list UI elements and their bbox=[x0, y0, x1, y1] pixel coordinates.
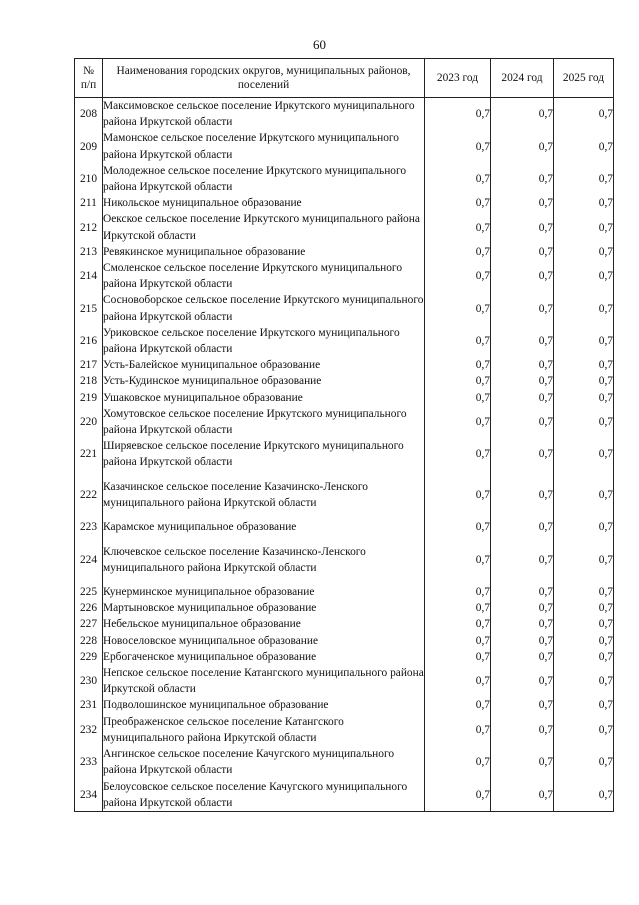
row-number: 217 bbox=[75, 357, 103, 373]
header-number-line2: п/п bbox=[80, 79, 97, 91]
table-row bbox=[75, 195, 614, 211]
row-value-2023: 0,7 bbox=[425, 357, 491, 373]
row-value-2024: 0,7 bbox=[491, 292, 554, 324]
row-value-2024: 0,7 bbox=[491, 325, 554, 357]
row-value-2024: 0,7 bbox=[491, 357, 554, 373]
header-number bbox=[75, 59, 103, 98]
row-number: 208 bbox=[75, 98, 103, 131]
row-value-2025: 0,7 bbox=[554, 390, 614, 406]
row-name: Никольское муниципальное образование bbox=[103, 195, 425, 211]
row-value-2025: 0,7 bbox=[554, 633, 614, 649]
row-value-2023: 0,7 bbox=[425, 649, 491, 665]
row-number: 233 bbox=[75, 746, 103, 778]
row-value-2024: 0,7 bbox=[491, 600, 554, 616]
row-value-2023: 0,7 bbox=[425, 665, 491, 697]
row-value-2023: 0,7 bbox=[425, 163, 491, 195]
row-value-2023: 0,7 bbox=[425, 98, 491, 131]
row-value-2024: 0,7 bbox=[491, 519, 554, 535]
row-value-2025: 0,7 bbox=[554, 535, 614, 584]
row-value-2025: 0,7 bbox=[554, 665, 614, 697]
row-value-2023: 0,7 bbox=[425, 325, 491, 357]
row-name: Непское сельское поселение Катангского муниципального района Иркутской области bbox=[103, 665, 425, 697]
row-name: Новоселовское муниципальное образование bbox=[103, 633, 425, 649]
row-value-2025: 0,7 bbox=[554, 244, 614, 260]
row-number: 230 bbox=[75, 665, 103, 697]
row-value-2025: 0,7 bbox=[554, 438, 614, 470]
row-value-2023: 0,7 bbox=[425, 746, 491, 778]
row-value-2025: 0,7 bbox=[554, 292, 614, 324]
table-row bbox=[75, 697, 614, 713]
table-row bbox=[75, 616, 614, 632]
header-row bbox=[75, 59, 614, 98]
row-value-2024: 0,7 bbox=[491, 373, 554, 389]
row-value-2024: 0,7 bbox=[491, 779, 554, 812]
row-value-2023: 0,7 bbox=[425, 373, 491, 389]
row-value-2023: 0,7 bbox=[425, 390, 491, 406]
row-value-2023: 0,7 bbox=[425, 471, 491, 520]
row-value-2024: 0,7 bbox=[491, 260, 554, 292]
row-number: 224 bbox=[75, 535, 103, 584]
row-value-2023: 0,7 bbox=[425, 519, 491, 535]
row-name: Оекское сельское поселение Иркутского муниципального района Иркутской области bbox=[103, 211, 425, 243]
row-number: 228 bbox=[75, 633, 103, 649]
row-value-2025: 0,7 bbox=[554, 98, 614, 131]
row-value-2023: 0,7 bbox=[425, 130, 491, 162]
row-value-2025: 0,7 bbox=[554, 195, 614, 211]
row-value-2025: 0,7 bbox=[554, 714, 614, 746]
table-row bbox=[75, 714, 614, 746]
row-name: Небельское муниципальное образование bbox=[103, 616, 425, 632]
row-number: 219 bbox=[75, 390, 103, 406]
row-value-2023: 0,7 bbox=[425, 633, 491, 649]
row-name: Ангинское сельское поселение Качугского муниципального района Иркутской области bbox=[103, 746, 425, 778]
row-value-2023: 0,7 bbox=[425, 697, 491, 713]
row-name: Мамонское сельское поселение Иркутского муниципального района Иркутской области bbox=[103, 130, 425, 162]
row-number: 232 bbox=[75, 714, 103, 746]
row-value-2024: 0,7 bbox=[491, 535, 554, 584]
row-number: 215 bbox=[75, 292, 103, 324]
row-value-2023: 0,7 bbox=[425, 195, 491, 211]
row-value-2023: 0,7 bbox=[425, 292, 491, 324]
row-value-2023: 0,7 bbox=[425, 616, 491, 632]
row-value-2024: 0,7 bbox=[491, 244, 554, 260]
table-row bbox=[75, 584, 614, 600]
row-value-2025: 0,7 bbox=[554, 616, 614, 632]
table-row bbox=[75, 357, 614, 373]
row-name: Кунерминское муниципальное образование bbox=[103, 584, 425, 600]
row-value-2024: 0,7 bbox=[491, 163, 554, 195]
row-value-2025: 0,7 bbox=[554, 649, 614, 665]
row-value-2024: 0,7 bbox=[491, 665, 554, 697]
row-value-2024: 0,7 bbox=[491, 714, 554, 746]
row-value-2024: 0,7 bbox=[491, 195, 554, 211]
row-number: 223 bbox=[75, 519, 103, 535]
row-value-2025: 0,7 bbox=[554, 406, 614, 438]
row-value-2024: 0,7 bbox=[491, 130, 554, 162]
row-name: Ключевское сельское поселение Казачинско-Ленского муниципального района Иркутской области bbox=[103, 535, 425, 584]
row-name: Казачинское сельское поселение Казачинско-Ленского муниципального района Иркутской области bbox=[103, 471, 425, 520]
table-header bbox=[75, 59, 614, 98]
row-value-2023: 0,7 bbox=[425, 260, 491, 292]
row-value-2024: 0,7 bbox=[491, 390, 554, 406]
table-body bbox=[75, 98, 614, 812]
row-value-2025: 0,7 bbox=[554, 260, 614, 292]
row-value-2023: 0,7 bbox=[425, 714, 491, 746]
row-value-2025: 0,7 bbox=[554, 325, 614, 357]
row-name: Хомутовское сельское поселение Иркутского муниципального района Иркутской области bbox=[103, 406, 425, 438]
header-number-line1: № bbox=[83, 65, 94, 77]
table-row bbox=[75, 746, 614, 778]
table-row bbox=[75, 325, 614, 357]
row-value-2025: 0,7 bbox=[554, 779, 614, 812]
header-2025: 2025 год bbox=[554, 59, 614, 98]
row-value-2024: 0,7 bbox=[491, 211, 554, 243]
row-number: 221 bbox=[75, 438, 103, 470]
row-name: Мартыновское муниципальное образование bbox=[103, 600, 425, 616]
table-row bbox=[75, 779, 614, 812]
header-2024: 2024 год bbox=[491, 59, 554, 98]
row-number: 220 bbox=[75, 406, 103, 438]
row-value-2023: 0,7 bbox=[425, 406, 491, 438]
row-value-2025: 0,7 bbox=[554, 373, 614, 389]
row-name: Ушаковское муниципальное образование bbox=[103, 390, 425, 406]
table-row bbox=[75, 535, 614, 584]
row-number: 209 bbox=[75, 130, 103, 162]
header-name: Наименования городских округов, муниципальных районов, поселений bbox=[103, 59, 425, 98]
row-value-2025: 0,7 bbox=[554, 163, 614, 195]
row-value-2024: 0,7 bbox=[491, 438, 554, 470]
row-value-2025: 0,7 bbox=[554, 584, 614, 600]
row-number: 222 bbox=[75, 471, 103, 520]
row-value-2024: 0,7 bbox=[491, 98, 554, 131]
row-value-2023: 0,7 bbox=[425, 211, 491, 243]
table-row bbox=[75, 211, 614, 243]
table-row bbox=[75, 130, 614, 162]
row-name: Уриковское сельское поселение Иркутского муниципального района Иркутской области bbox=[103, 325, 425, 357]
row-name: Ербогаченское муниципальное образование bbox=[103, 649, 425, 665]
table-row bbox=[75, 390, 614, 406]
row-value-2024: 0,7 bbox=[491, 649, 554, 665]
table-row bbox=[75, 260, 614, 292]
row-name: Сосновоборское сельское поселение Иркутского муниципального района Иркутской области bbox=[103, 292, 425, 324]
row-value-2024: 0,7 bbox=[491, 406, 554, 438]
row-value-2024: 0,7 bbox=[491, 584, 554, 600]
row-value-2025: 0,7 bbox=[554, 746, 614, 778]
table-row bbox=[75, 98, 614, 131]
row-value-2023: 0,7 bbox=[425, 584, 491, 600]
row-value-2024: 0,7 bbox=[491, 616, 554, 632]
row-number: 213 bbox=[75, 244, 103, 260]
row-name: Карамское муниципальное образование bbox=[103, 519, 425, 535]
row-name: Молодежное сельское поселение Иркутского муниципального района Иркутской области bbox=[103, 163, 425, 195]
row-value-2023: 0,7 bbox=[425, 535, 491, 584]
row-value-2023: 0,7 bbox=[425, 244, 491, 260]
row-value-2025: 0,7 bbox=[554, 471, 614, 520]
row-number: 211 bbox=[75, 195, 103, 211]
row-name: Усть-Кудинское муниципальное образование bbox=[103, 373, 425, 389]
row-value-2025: 0,7 bbox=[554, 130, 614, 162]
row-value-2024: 0,7 bbox=[491, 471, 554, 520]
table-row bbox=[75, 406, 614, 438]
header-2023: 2023 год bbox=[425, 59, 491, 98]
row-value-2025: 0,7 bbox=[554, 519, 614, 535]
table-row bbox=[75, 633, 614, 649]
row-value-2025: 0,7 bbox=[554, 600, 614, 616]
row-name: Преображенское сельское поселение Катангского муниципального района Иркутской области bbox=[103, 714, 425, 746]
row-name: Смоленское сельское поселение Иркутского муниципального района Иркутской области bbox=[103, 260, 425, 292]
table-row bbox=[75, 373, 614, 389]
table-row bbox=[75, 292, 614, 324]
row-value-2024: 0,7 bbox=[491, 746, 554, 778]
row-number: 218 bbox=[75, 373, 103, 389]
table-row bbox=[75, 438, 614, 470]
row-value-2024: 0,7 bbox=[491, 633, 554, 649]
row-number: 234 bbox=[75, 779, 103, 812]
row-number: 225 bbox=[75, 584, 103, 600]
row-number: 227 bbox=[75, 616, 103, 632]
row-value-2023: 0,7 bbox=[425, 600, 491, 616]
row-value-2025: 0,7 bbox=[554, 357, 614, 373]
row-value-2023: 0,7 bbox=[425, 438, 491, 470]
page-number: 60 bbox=[313, 37, 326, 52]
row-name: Усть-Балейское муниципальное образование bbox=[103, 357, 425, 373]
table-row bbox=[75, 649, 614, 665]
row-number: 212 bbox=[75, 211, 103, 243]
row-number: 231 bbox=[75, 697, 103, 713]
row-value-2024: 0,7 bbox=[491, 697, 554, 713]
row-number: 210 bbox=[75, 163, 103, 195]
row-value-2025: 0,7 bbox=[554, 211, 614, 243]
row-number: 226 bbox=[75, 600, 103, 616]
row-number: 216 bbox=[75, 325, 103, 357]
table-row bbox=[75, 600, 614, 616]
row-name: Ширяевское сельское поселение Иркутского муниципального района Иркутской области bbox=[103, 438, 425, 470]
table-row bbox=[75, 665, 614, 697]
row-name: Подволошинское муниципальное образование bbox=[103, 697, 425, 713]
row-name: Максимовское сельское поселение Иркутского муниципального района Иркутской области bbox=[103, 98, 425, 131]
municipalities-table bbox=[74, 58, 614, 812]
row-name: Ревякинское муниципальное образование bbox=[103, 244, 425, 260]
table-row bbox=[75, 519, 614, 535]
row-value-2025: 0,7 bbox=[554, 697, 614, 713]
row-number: 229 bbox=[75, 649, 103, 665]
table-row bbox=[75, 471, 614, 520]
row-value-2023: 0,7 bbox=[425, 779, 491, 812]
table-row bbox=[75, 163, 614, 195]
row-number: 214 bbox=[75, 260, 103, 292]
table-row bbox=[75, 244, 614, 260]
row-name: Белоусовское сельское поселение Качугского муниципального района Иркутской области bbox=[103, 779, 425, 812]
